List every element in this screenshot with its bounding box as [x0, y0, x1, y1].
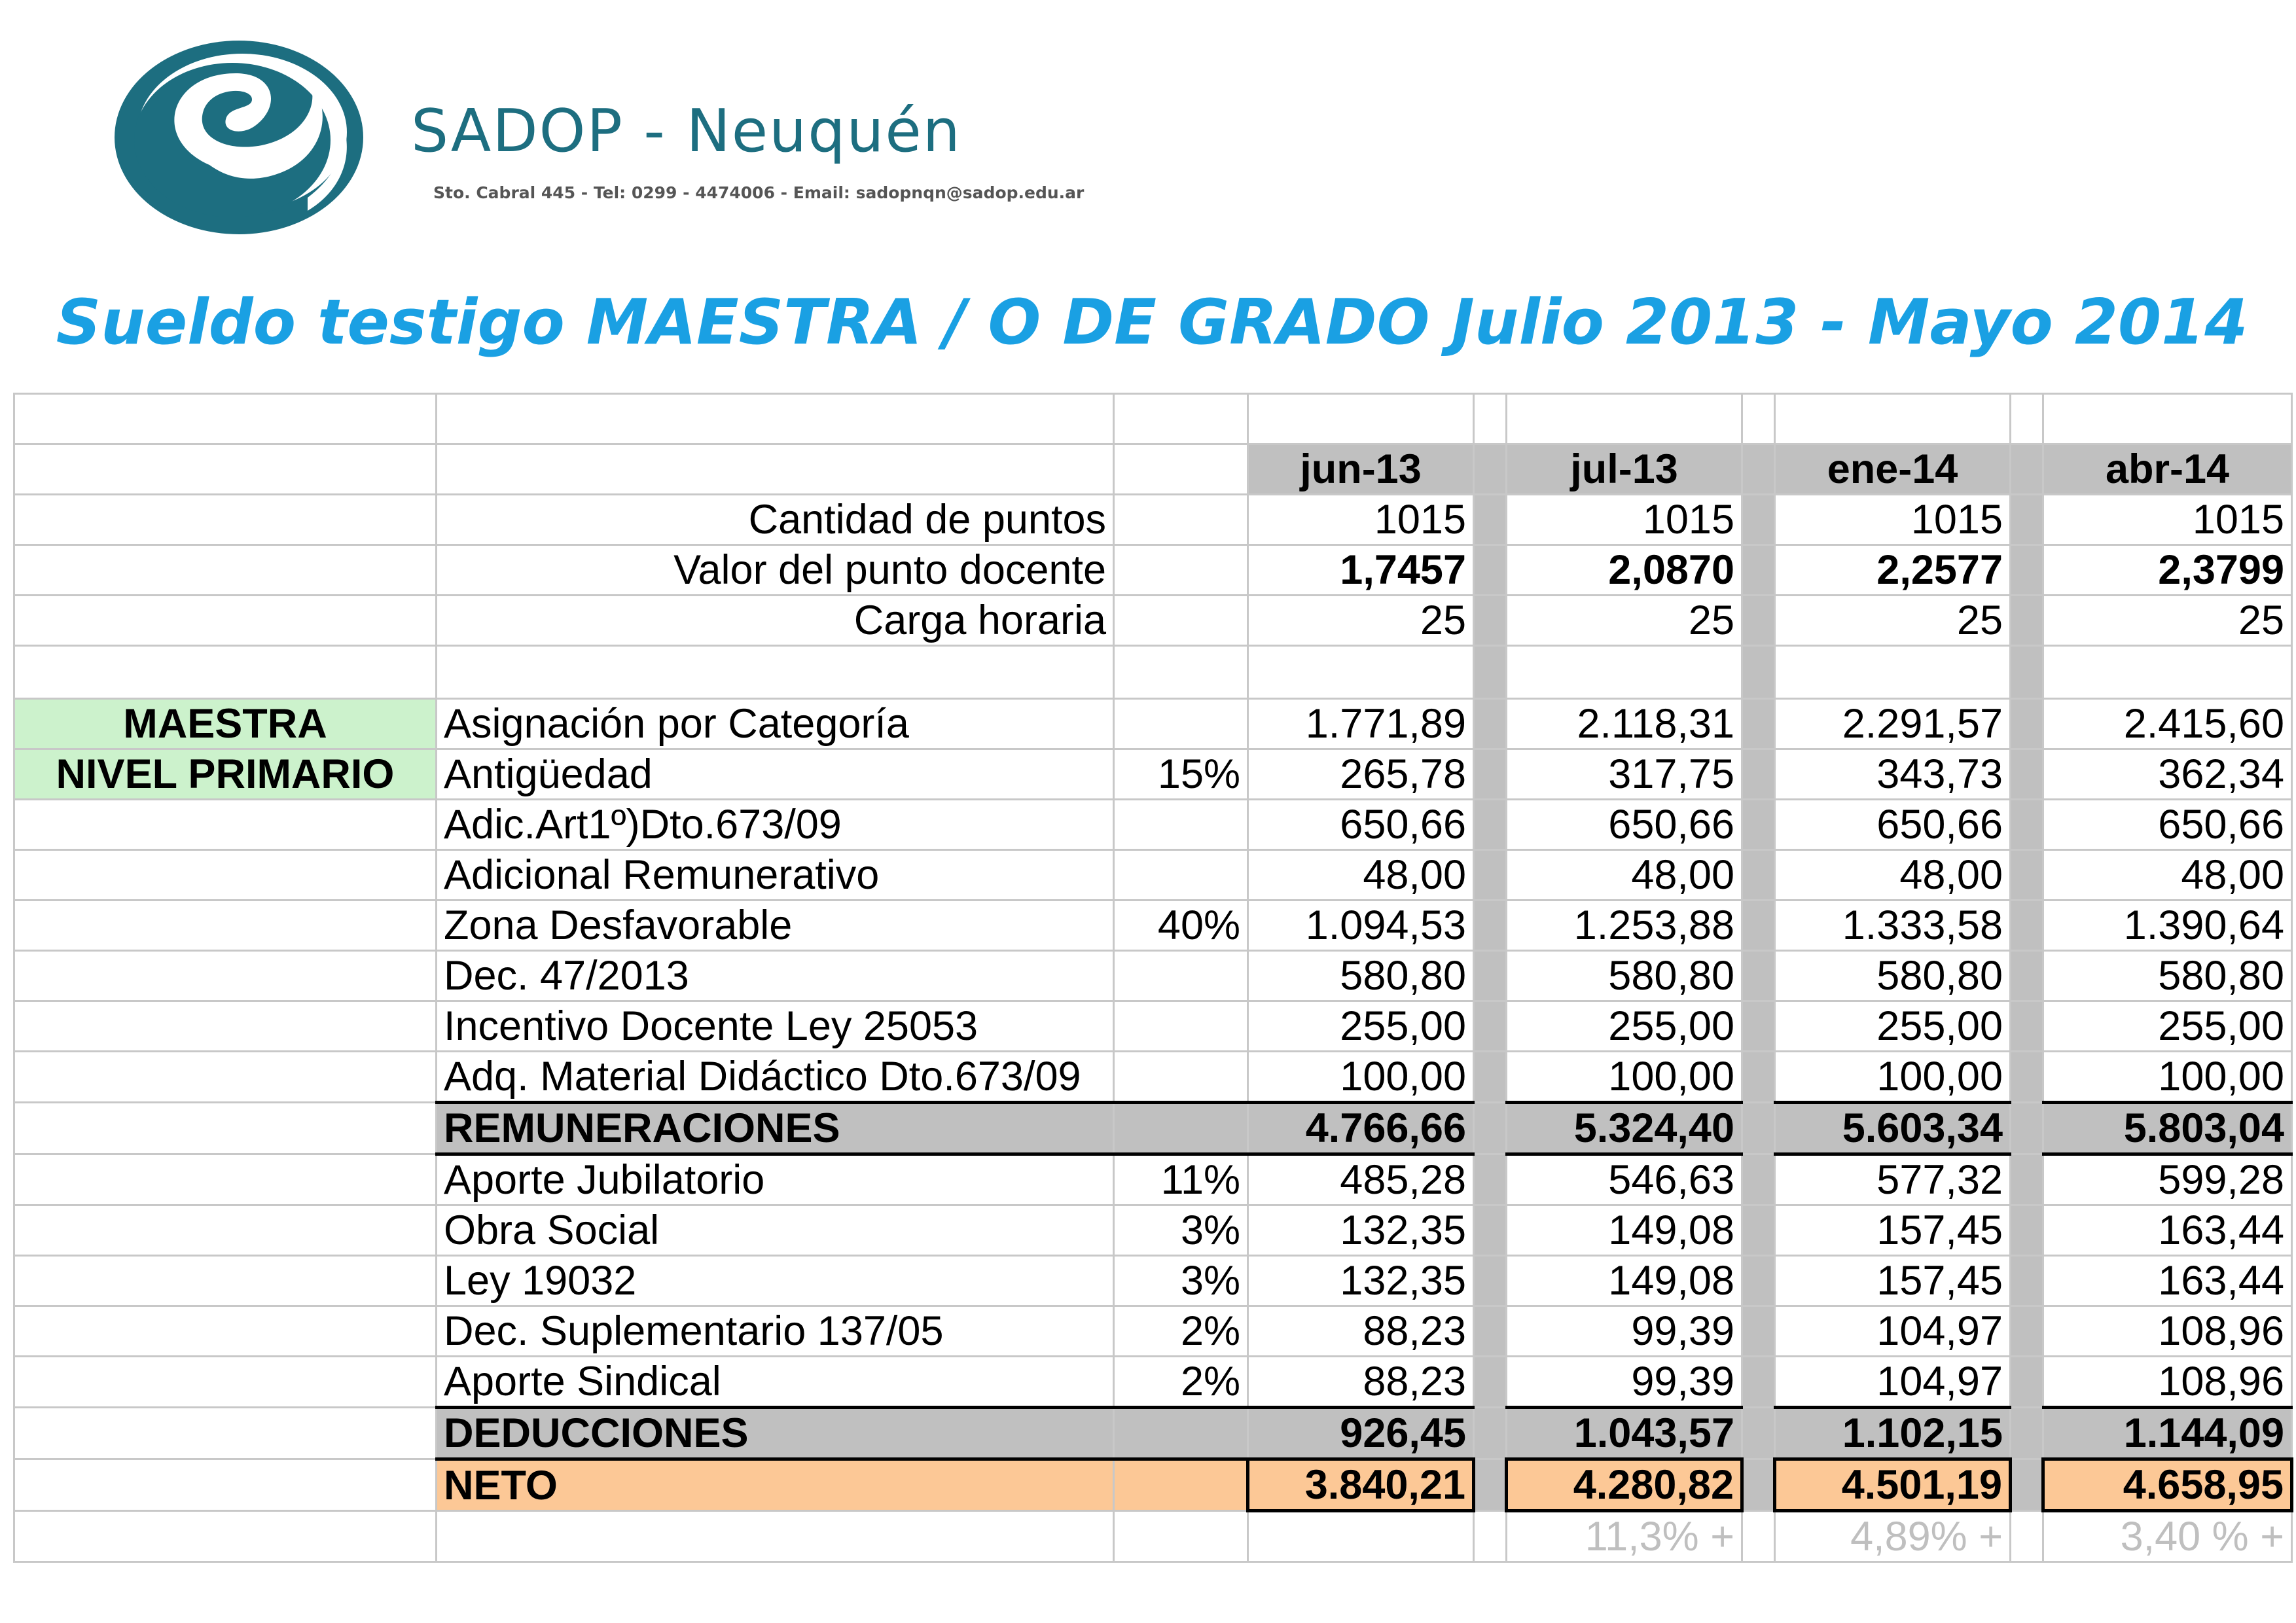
value-cell: 163,44 [2043, 1256, 2292, 1306]
blank-cell [437, 444, 1114, 495]
value-cell: 25 [1248, 596, 1474, 646]
column-gap [1474, 495, 1507, 545]
value-cell: 255,00 [2043, 1001, 2292, 1052]
percent-cell: 3% [1114, 1256, 1248, 1306]
value-cell: 255,00 [1507, 1001, 1742, 1052]
blank-cell [14, 951, 437, 1001]
value-cell: 4.766,66 [1248, 1103, 1474, 1154]
item-label: Incentivo Docente Ley 25053 [437, 1001, 1114, 1052]
column-gap [1474, 646, 1507, 699]
column-gap [1742, 1001, 1775, 1052]
column-gap [2011, 1001, 2043, 1052]
percent-cell [1114, 800, 1248, 850]
column-gap [1742, 545, 1775, 596]
column-gap [1474, 749, 1507, 800]
param-label: Valor del punto docente [437, 545, 1114, 596]
total-label: REMUNERACIONES [437, 1103, 1114, 1154]
column-gap [1474, 1103, 1507, 1154]
value-cell: 1.102,15 [1775, 1408, 2011, 1459]
blank-cell [14, 1306, 437, 1357]
column-gap [2011, 800, 2043, 850]
param-row [14, 495, 2292, 545]
value-cell: 163,44 [2043, 1205, 2292, 1256]
value-cell: 1.253,88 [1507, 901, 1742, 951]
page-title: Sueldo testigo MAESTRA / O DE GRADO Julio 2013 - Mayo 2014 [56, 287, 2248, 359]
column-gap [1474, 444, 1507, 495]
column-gap [1742, 1205, 1775, 1256]
value-cell: 1015 [1507, 495, 1742, 545]
growth-cell: 11,3% + [1507, 1511, 1742, 1562]
sadop-logo-icon [111, 34, 373, 237]
column-gap [1742, 495, 1775, 545]
value-cell: 546,63 [1507, 1154, 1742, 1205]
percent-cell: 15% [1114, 749, 1248, 800]
value-cell: 2,0870 [1507, 545, 1742, 596]
blank-cell [14, 1408, 437, 1459]
column-gap [1742, 800, 1775, 850]
blank-cell [1114, 1511, 1248, 1562]
percent-cell [1114, 1001, 1248, 1052]
blank-cell [1248, 394, 1474, 444]
value-cell: 108,96 [2043, 1357, 2292, 1408]
column-gap [2011, 545, 2043, 596]
blank-cell [14, 495, 437, 545]
value-cell: 99,39 [1507, 1306, 1742, 1357]
blank-cell [1114, 1103, 1248, 1154]
column-gap [2011, 646, 2043, 699]
column-gap [1474, 850, 1507, 901]
value-cell: 650,66 [1775, 800, 2011, 850]
column-gap [2011, 596, 2043, 646]
value-cell: 3.840,21 [1248, 1459, 1474, 1511]
value-cell: 255,00 [1248, 1001, 1474, 1052]
column-gap [2011, 850, 2043, 901]
brand-contact: Sto. Cabral 445 - Tel: 0299 - 4474006 - Email: sadopnqn@sadop.edu.ar [433, 183, 1085, 202]
value-cell: 100,00 [1248, 1052, 1474, 1103]
percent-cell: 2% [1114, 1306, 1248, 1357]
value-cell: 5.803,04 [2043, 1103, 2292, 1154]
column-gap [1474, 1459, 1507, 1511]
item-label: Adic.Art1º)Dto.673/09 [437, 800, 1114, 850]
month-header: ene-14 [1775, 444, 2011, 495]
deduction-row [14, 1306, 2292, 1357]
value-cell: 1015 [2043, 495, 2292, 545]
column-gap [2011, 1052, 2043, 1103]
blank-cell [1775, 394, 2011, 444]
blank-cell [1742, 394, 1775, 444]
deduction-row [14, 1154, 2292, 1205]
blank-cell [1742, 1511, 1775, 1562]
column-gap [1474, 1306, 1507, 1357]
value-cell: 265,78 [1248, 749, 1474, 800]
remunerations-total-row [14, 1103, 2292, 1154]
column-gap [1742, 1052, 1775, 1103]
blank-cell [2043, 646, 2292, 699]
column-gap [1742, 1357, 1775, 1408]
item-label: Ley 19032 [437, 1256, 1114, 1306]
column-gap [1474, 1357, 1507, 1408]
percent-cell [1114, 1052, 1248, 1103]
remuneration-row [14, 699, 2292, 749]
spacer-row [14, 646, 2292, 699]
value-cell: 88,23 [1248, 1357, 1474, 1408]
value-cell: 99,39 [1507, 1357, 1742, 1408]
column-gap [1474, 545, 1507, 596]
column-gap [1742, 444, 1775, 495]
percent-cell [1114, 699, 1248, 749]
value-cell: 599,28 [2043, 1154, 2292, 1205]
blank-cell [1114, 444, 1248, 495]
blank-cell [1248, 646, 1474, 699]
column-gap [1742, 1103, 1775, 1154]
column-gap [1474, 1256, 1507, 1306]
column-gap [2011, 1459, 2043, 1511]
column-gap [1742, 951, 1775, 1001]
column-gap [1742, 596, 1775, 646]
value-cell: 48,00 [1775, 850, 2011, 901]
value-cell: 48,00 [2043, 850, 2292, 901]
item-label: Dec. Suplementario 137/05 [437, 1306, 1114, 1357]
column-gap [1742, 646, 1775, 699]
blank-cell [14, 800, 437, 850]
param-label: Cantidad de puntos [437, 495, 1114, 545]
value-cell: 485,28 [1248, 1154, 1474, 1205]
month-header: jul-13 [1507, 444, 1742, 495]
column-gap [1742, 1306, 1775, 1357]
blank-cell [437, 1511, 1114, 1562]
value-cell: 108,96 [2043, 1306, 2292, 1357]
value-cell: 4.658,95 [2043, 1459, 2292, 1511]
blank-cell [14, 1205, 437, 1256]
value-cell: 580,80 [2043, 951, 2292, 1001]
value-cell: 1.144,09 [2043, 1408, 2292, 1459]
column-gap [1474, 1408, 1507, 1459]
item-label: Asignación por Categoría [437, 699, 1114, 749]
blank-cell [1114, 1408, 1248, 1459]
column-gap [2011, 749, 2043, 800]
blank-cell [1474, 394, 1507, 444]
remuneration-row [14, 1052, 2292, 1103]
value-cell: 4.280,82 [1507, 1459, 1742, 1511]
deductions-total-row [14, 1408, 2292, 1459]
column-gap [2011, 1103, 2043, 1154]
blank-cell [437, 646, 1114, 699]
value-cell: 25 [2043, 596, 2292, 646]
value-cell: 1,7457 [1248, 545, 1474, 596]
value-cell: 100,00 [1775, 1052, 2011, 1103]
column-gap [2011, 901, 2043, 951]
column-gap [1742, 699, 1775, 749]
column-gap [1742, 901, 1775, 951]
blank-cell [14, 596, 437, 646]
value-cell: 2.415,60 [2043, 699, 2292, 749]
value-cell: 2,3799 [2043, 545, 2292, 596]
total-label: DEDUCCIONES [437, 1408, 1114, 1459]
blank-cell [14, 394, 437, 444]
value-cell: 149,08 [1507, 1256, 1742, 1306]
growth-row [14, 1511, 2292, 1562]
value-cell: 104,97 [1775, 1357, 2011, 1408]
column-gap [1474, 800, 1507, 850]
column-gap [2011, 951, 2043, 1001]
blank-cell [14, 901, 437, 951]
column-gap [2011, 495, 2043, 545]
value-cell: 580,80 [1507, 951, 1742, 1001]
growth-cell: 4,89% + [1775, 1511, 2011, 1562]
deduction-row [14, 1205, 2292, 1256]
deduction-row [14, 1256, 2292, 1306]
brand-name: SADOP - Neuquén [411, 97, 961, 166]
value-cell: 5.324,40 [1507, 1103, 1742, 1154]
item-label: Antigüedad [437, 749, 1114, 800]
salary-sheet [13, 393, 2291, 1563]
column-gap [1742, 1408, 1775, 1459]
value-cell: 1.390,64 [2043, 901, 2292, 951]
item-label: Zona Desfavorable [437, 901, 1114, 951]
column-gap [2011, 1154, 2043, 1205]
blank-cell [14, 1154, 437, 1205]
percent-cell [1114, 850, 1248, 901]
value-cell: 580,80 [1775, 951, 2011, 1001]
remuneration-row [14, 1001, 2292, 1052]
value-cell: 149,08 [1507, 1205, 1742, 1256]
value-cell: 25 [1775, 596, 2011, 646]
param-row [14, 545, 2292, 596]
neto-label: NETO [437, 1459, 1114, 1511]
value-cell: 2.291,57 [1775, 699, 2011, 749]
item-label: Adicional Remunerativo [437, 850, 1114, 901]
value-cell: 100,00 [1507, 1052, 1742, 1103]
blank-cell [1114, 596, 1248, 646]
blank-cell [2011, 1511, 2043, 1562]
blank-cell [1114, 646, 1248, 699]
blank-cell [1507, 646, 1742, 699]
remuneration-row [14, 951, 2292, 1001]
blank-cell [2043, 394, 2292, 444]
value-cell: 255,00 [1775, 1001, 2011, 1052]
blank-cell [14, 1357, 437, 1408]
value-cell: 580,80 [1248, 951, 1474, 1001]
month-header: jun-13 [1248, 444, 1474, 495]
month-header-row [14, 444, 2292, 495]
value-cell: 132,35 [1248, 1205, 1474, 1256]
value-cell: 577,32 [1775, 1154, 2011, 1205]
column-gap [1474, 1205, 1507, 1256]
blank-cell [2011, 394, 2043, 444]
column-gap [2011, 444, 2043, 495]
column-gap [2011, 1306, 2043, 1357]
column-gap [2011, 1357, 2043, 1408]
category-label: MAESTRA [14, 699, 437, 749]
blank-cell [1474, 1511, 1507, 1562]
remuneration-row [14, 800, 2292, 850]
column-gap [1742, 850, 1775, 901]
value-cell: 104,97 [1775, 1306, 2011, 1357]
blank-cell [14, 646, 437, 699]
percent-cell: 11% [1114, 1154, 1248, 1205]
blank-cell [1507, 394, 1742, 444]
column-gap [1742, 1256, 1775, 1306]
column-gap [2011, 1256, 2043, 1306]
category-label: NIVEL PRIMARIO [14, 749, 437, 800]
remuneration-row [14, 749, 2292, 800]
value-cell: 1015 [1775, 495, 2011, 545]
blank-cell [14, 850, 437, 901]
value-cell: 1.094,53 [1248, 901, 1474, 951]
blank-cell [14, 1459, 437, 1511]
remuneration-row [14, 850, 2292, 901]
blank-cell [14, 545, 437, 596]
column-gap [2011, 1205, 2043, 1256]
column-gap [2011, 699, 2043, 749]
column-gap [2011, 1408, 2043, 1459]
value-cell: 88,23 [1248, 1306, 1474, 1357]
blank-row [14, 394, 2292, 444]
blank-cell [1114, 495, 1248, 545]
value-cell: 1.771,89 [1248, 699, 1474, 749]
column-gap [1474, 1001, 1507, 1052]
value-cell: 1015 [1248, 495, 1474, 545]
blank-cell [14, 1256, 437, 1306]
blank-cell [14, 1103, 437, 1154]
item-label: Dec. 47/2013 [437, 951, 1114, 1001]
remuneration-row [14, 901, 2292, 951]
blank-cell [437, 394, 1114, 444]
column-gap [1474, 596, 1507, 646]
column-gap [1474, 951, 1507, 1001]
column-gap [1474, 699, 1507, 749]
percent-cell [1114, 951, 1248, 1001]
salary-table [13, 393, 2293, 1563]
item-label: Aporte Sindical [437, 1357, 1114, 1408]
value-cell: 2,2577 [1775, 545, 2011, 596]
blank-cell [1114, 1459, 1248, 1511]
blank-cell [14, 444, 437, 495]
column-gap [1474, 901, 1507, 951]
blank-cell [14, 1052, 437, 1103]
column-gap [1742, 749, 1775, 800]
blank-cell [14, 1001, 437, 1052]
blank-cell [1775, 646, 2011, 699]
deduction-row [14, 1357, 2292, 1408]
value-cell: 650,66 [1507, 800, 1742, 850]
value-cell: 4.501,19 [1775, 1459, 2011, 1511]
column-gap [1474, 1052, 1507, 1103]
percent-cell: 40% [1114, 901, 1248, 951]
value-cell: 48,00 [1248, 850, 1474, 901]
value-cell: 650,66 [2043, 800, 2292, 850]
neto-row [14, 1459, 2292, 1511]
item-label: Obra Social [437, 1205, 1114, 1256]
column-gap [1742, 1154, 1775, 1205]
blank-cell [1114, 545, 1248, 596]
value-cell: 132,35 [1248, 1256, 1474, 1306]
value-cell: 48,00 [1507, 850, 1742, 901]
value-cell: 343,73 [1775, 749, 2011, 800]
value-cell: 317,75 [1507, 749, 1742, 800]
blank-cell [14, 1511, 437, 1562]
value-cell: 25 [1507, 596, 1742, 646]
value-cell: 100,00 [2043, 1052, 2292, 1103]
column-gap [1742, 1459, 1775, 1511]
value-cell: 1.043,57 [1507, 1408, 1742, 1459]
value-cell: 157,45 [1775, 1205, 2011, 1256]
month-header: abr-14 [2043, 444, 2292, 495]
column-gap [1474, 1154, 1507, 1205]
value-cell: 2.118,31 [1507, 699, 1742, 749]
blank-cell [1114, 394, 1248, 444]
item-label: Adq. Material Didáctico Dto.673/09 [437, 1052, 1114, 1103]
percent-cell: 2% [1114, 1357, 1248, 1408]
param-label: Carga horaria [437, 596, 1114, 646]
value-cell: 5.603,34 [1775, 1103, 2011, 1154]
growth-cell [1248, 1511, 1474, 1562]
growth-cell: 3,40 % + [2043, 1511, 2292, 1562]
value-cell: 1.333,58 [1775, 901, 2011, 951]
percent-cell: 3% [1114, 1205, 1248, 1256]
value-cell: 362,34 [2043, 749, 2292, 800]
param-row [14, 596, 2292, 646]
value-cell: 650,66 [1248, 800, 1474, 850]
value-cell: 926,45 [1248, 1408, 1474, 1459]
item-label: Aporte Jubilatorio [437, 1154, 1114, 1205]
value-cell: 157,45 [1775, 1256, 2011, 1306]
